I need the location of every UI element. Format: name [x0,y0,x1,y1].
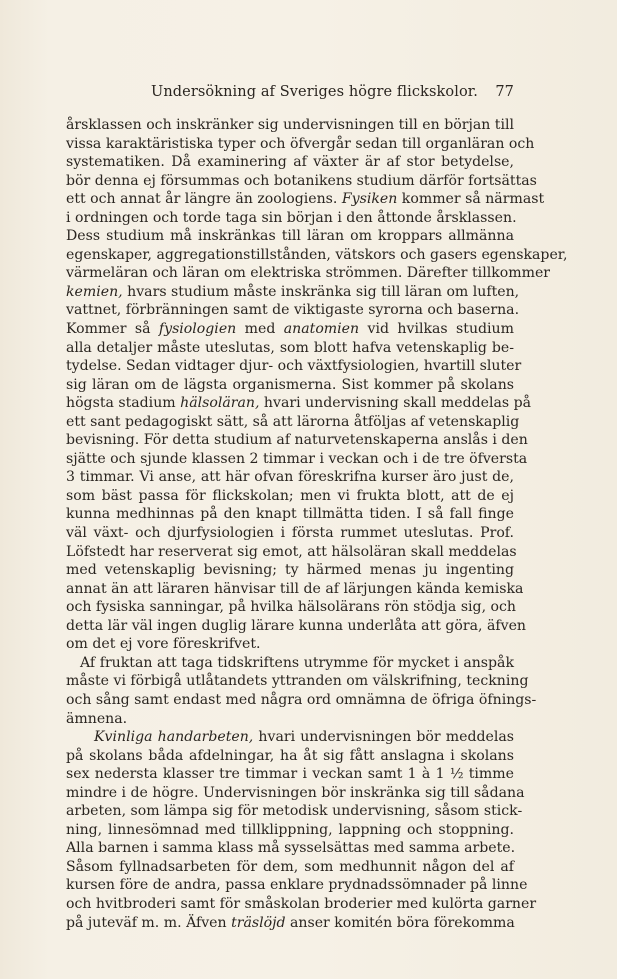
text-segment: sjätte och sjunde klassen 2 timmar i veckan och i de tre öfversta [66,450,528,467]
text-line [66,543,517,562]
text-line [66,413,520,432]
text-segment: sig läran om de lägsta organismerna. Sist kommer på skolans [66,376,514,393]
text-segment: ning, linnesömnad med tillklippning, lappning och stoppning. [66,821,514,838]
text-line [66,802,523,821]
running-title: Undersökning af Sveriges högre flickskolor. [151,84,478,100]
text-line [66,728,514,747]
text-segment: kommer så närmast [397,191,545,208]
text-line [66,339,514,358]
page-number: 77 [495,84,514,100]
text-segment: hvari undervisning skall meddelas på [259,395,532,412]
text-line [66,505,514,524]
text-segment: bör denna ej försummas och botanikens studium därför fortsättas [66,172,537,189]
text-line [66,914,514,933]
text-line [66,617,526,636]
text-segment: på juteväf m. m. Äfven [66,914,232,931]
text-line [66,450,528,469]
text-line [66,487,514,506]
text-segment: vid hvilkas studium [359,321,514,338]
text-segment: i ordningen och torde taga sin början i den åttonde årsklassen. [66,209,517,226]
text-segment: 3 timmar. Vi anse, att här ofvan föreskrifna kurser äro just de, [66,469,514,486]
text-segment: hvari undervisningen bör meddelas [253,729,514,746]
text-segment: Alla barnen i samma klass må sysselsättas med samma arbete. [66,840,516,857]
text-line [66,227,514,246]
text-segment: ämnena. [66,710,128,727]
text-line [66,765,514,784]
text-segment: och fysiska sanningar, på hvilka hälsolärans rön stödja sig, och [66,599,516,616]
text-segment: och hvitbroderi samt för småskolan broderier med kulörta garner [66,895,537,912]
text-line [66,598,514,617]
text-segment: hvars studium måste inskränka sig till läran om luften, [122,283,520,300]
emphasized-term: kemien, [66,283,123,300]
emphasized-term: fysiologien [158,321,237,338]
text-line [66,876,528,895]
text-line [66,580,524,599]
text-segment: egenskaper, aggregationstillstånden, vätskors och gasers egenskaper, [66,246,568,263]
text-line [66,320,514,339]
text-segment: Af fruktan att taga tidskriftens utrymme för mycket i anspåk [80,654,514,671]
text-line [66,635,514,654]
text-line [66,821,514,840]
text-segment: systematiken. Då examinering af växter är af stor betydelse, [66,154,514,171]
text-segment: som bäst passa för flickskolan; men vi frukta blott, att de ej [66,487,514,504]
text-segment: årsklassen och inskränker sig undervisningen till en början till [66,117,514,133]
text-segment: detta lär väl ingen duglig lärare kunna underlåta att göra, äfven [66,617,526,634]
text-line [66,246,568,265]
text-line [66,431,528,450]
text-line [66,301,520,320]
text-segment: sex nedersta klasser tre timmar i veckan samt 1 à 1 ½ timme [66,766,514,783]
text-line [66,135,535,154]
text-segment: Löfstedt har reserverat sig emot, att hälsoläran skall meddelas [66,543,517,560]
text-segment: kunna medhinnas på den knapt tillmätta tiden. I så fall finge [66,506,514,523]
text-segment: tydelse. Sedan vidtager djur- och växtfysiologien, hvartill sluter [66,358,522,375]
text-line [66,468,514,487]
text-line [66,561,514,580]
text-line [66,190,545,209]
emphasized-term: Fysiken [341,191,398,208]
text-segment: arbeten, som lämpa sig för metodisk undervisning, såsom stick- [66,803,523,820]
text-segment: alla detaljer måste uteslutas, som blott hafva vetenskaplig be- [66,339,514,356]
text-line [66,895,537,914]
text-line [66,283,520,302]
text-segment: anser komitén böra förekomma [285,914,515,931]
text-segment: Dess studium må inskränkas till läran om kroppars allmänna [66,228,514,245]
text-segment: mindre i de högre. Undervisningen bör inskränka sig till sådana [66,784,525,801]
text-line [66,153,514,172]
text-line [66,209,517,228]
text-segment: väl växt- och djurfysiologien i första rummet uteslutas. Prof. [66,525,514,542]
emphasized-term: Kvinliga handarbeten, [94,729,254,746]
text-segment: och sång samt endast med några ord omnämna de öfriga öfnings- [66,691,537,708]
emphasized-term: träslöjd [231,914,286,931]
text-line [66,858,514,877]
text-line [66,116,514,135]
text-segment: ett och annat år längre än zoologiens. [66,191,342,208]
text-line [66,710,514,729]
text-segment: ett sant pedagogiskt sätt, så att lärorna åtföljas af vetenskaplig [66,413,520,430]
text-line [66,264,551,283]
text-segment: högsta stadium [66,395,181,412]
text-segment: kursen före de andra, passa enklare prydnadssömnader på linne [66,877,528,894]
text-line [66,784,525,803]
text-line [66,357,522,376]
text-segment: värmeläran och läran om elektriska strömmen. Därefter tillkommer [66,265,551,282]
text-line [66,654,514,673]
text-line [66,394,532,413]
text-segment: med [236,321,284,338]
body-text [66,116,568,932]
text-segment: annat än att läraren hänvisar till de af lärjungen kända kemiska [66,580,524,597]
text-segment: bevisning. För detta studium af naturvetenskaperna anslås i den [66,432,528,449]
running-header [66,84,514,106]
text-line [66,839,514,858]
text-segment: om det ej vore föreskrifvet. [66,636,261,653]
text-segment: vissa karaktäristiska typer och öfvergår sedan till organläran och [66,135,535,152]
text-line [66,747,514,766]
text-segment: med vetenskaplig bevisning; ty härmed menas ju ingenting [66,562,514,579]
text-segment: på skolans båda afdelningar, ha åt sig fått anslagna i skolans [66,747,514,764]
text-segment: Kommer så [66,321,159,338]
emphasized-term: hälsoläran, [180,395,260,412]
text-segment: måste vi förbigå utlåtandets yttranden om välskrifning, teckning [66,673,529,690]
text-line [66,376,514,395]
text-line [66,691,537,710]
text-line [66,672,529,691]
text-segment: vattnet, förbränningen samt de viktigaste syrorna och baserna. [66,302,520,319]
text-line [66,524,514,543]
emphasized-term: anatomien [283,321,360,338]
text-line [66,172,537,191]
text-segment: Såsom fyllnadsarbeten för dem, som medhunnit någon del af [66,858,514,875]
